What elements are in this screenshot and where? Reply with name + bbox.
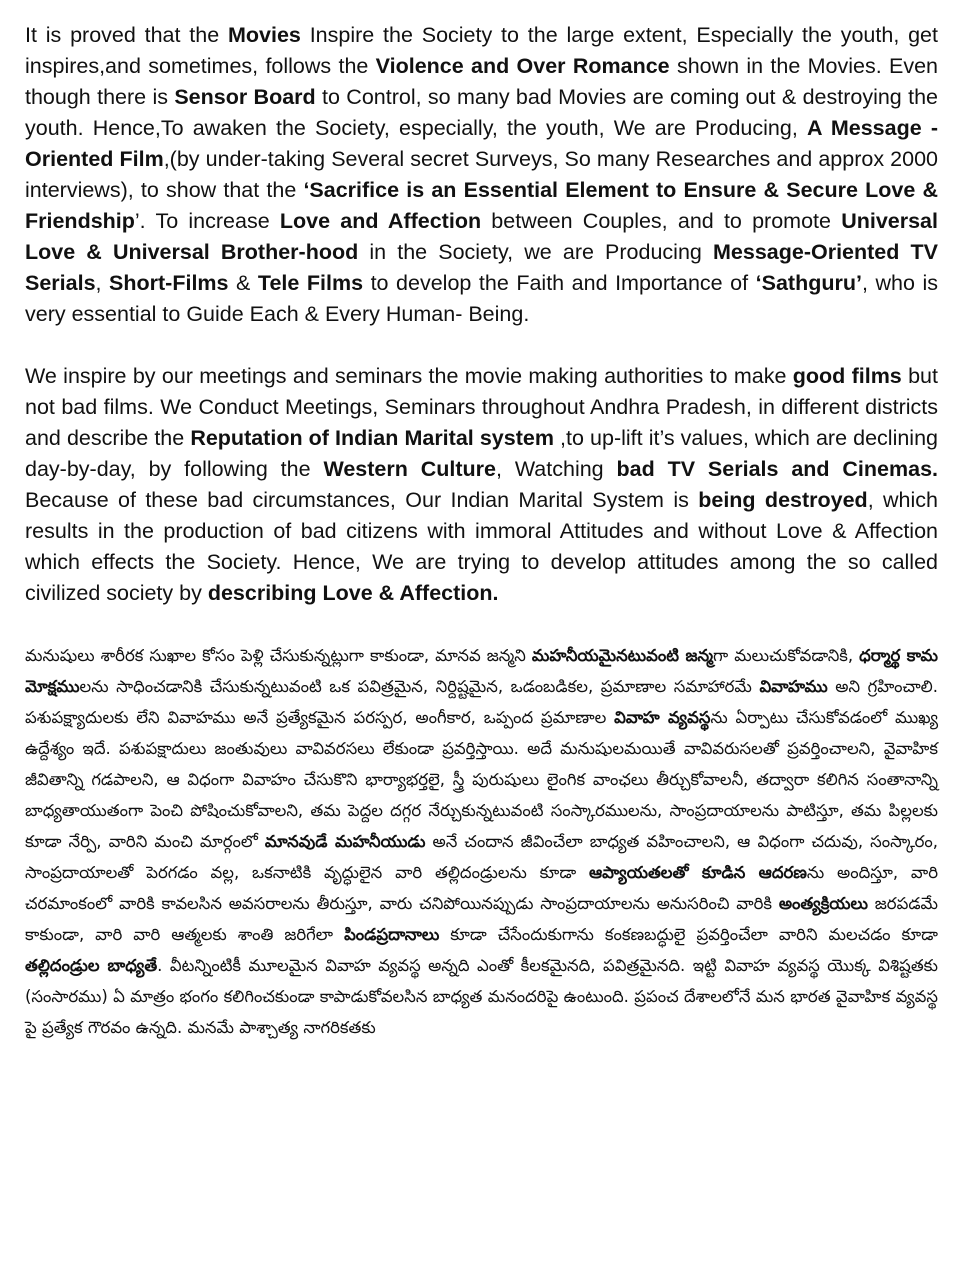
text-run: ను ఏర్పాటు చేసుకోవడంలో ముఖ్య ఉద్దేశ్యం ఇదే. పశుపక్షాదులు జంతువులు వావివరసలు లేకుండా ప్రవర్తిస్తాయి. అదే మనుషులమయితే వావివరుసలతో ప్రవర్తించాలని, వైవాహిక జీవితాన్ని గడపాలని, ఆ విధంగా వివాహం చేసుకొని భార్యాభర్తలై, స్త్రీ పురుషులు లైంగిక వాంఛలు తీర్చుకోవాలనీ, తద్వారా కలిగిన సంతానాన్ని బాధ్యతాయుతంగా పెంచి పోషించుకోవాలని, తమ పెద్దల దగ్గర నేర్చుకున్నటువంటి సంస్కారములను, సాంప్రదాయాలను పాటిస్తూ, తమ పిల్లలకు కూడా నేర్పి, వారిని మంచి మార్గంలో [25,708,939,851]
text-run: between Couples, and to promote [481,209,842,233]
text-run: మనుషులు శారీరక సుఖాల కోసం పెళ్లి చేసుకున్నట్లుగా కాకుండా, మానవ జన్మని [25,646,532,665]
english-paragraph-meetings [25,361,938,609]
text-run: జరపడమే కాకుండా, వారి వారి ఆత్మలకు శాంతి జరిగేలా [25,894,938,944]
text-run: లను సాధించడానికి చేసుకున్నటువంటి ఒక పవిత్రమైన, నిర్దిష్టమైన, ఒడంబడికల, ప్రమాణాల సమాహారమే [79,677,760,696]
text-run: ను అందిస్తూ, వారి చరమాంకంలో వారికి కావలసిన అవసరాలను తీరుస్తూ, వారు చనిపోయినప్పుడు సాంప్రదాయాలను అనుసరించి వారికి [25,863,938,913]
text-run: & [228,271,258,295]
text-run: to develop the Faith and Importance of [363,271,756,295]
text-run: , which results in the production of bad citizens with immoral Attitudes and without Love & Affection which effects the Society. Hence, We are trying to develop attitudes among the so called civilized society by [25,488,938,605]
bold-text-run: ‘Sathguru’ [755,271,862,295]
text-run: అనే చందాన జీవించేలా బాధ్యత వహించాలని, ఆ విధంగా చదువు, సంస్కారం, సాంప్రదాయాలతో పెరగడం వల్ల, ఒకనాటికి వృద్ధులైన వారి తల్లిదండ్రులను కూడా [25,832,938,882]
text-run: . వీటన్నింటికీ మూలమైన వివాహ వ్యవస్థ అన్నది ఎంతో కీలకమైనది, పవిత్రమైనది. ఇట్టి వివాహ వ్యవస్థ యొక్క విశిష్టతకు (సంసారము) ఏ మాత్రం భంగం కలిగించకుండా కాపాడుకోవలసిన బాధ్యత మనందరిపై ఉంటుంది. ప్రపంచ దేశాలలోనే మన భారత వైవాహిక వ్యవస్థ పై ప్రత్యేక గౌరవం ఉన్నది. మనమే పాశ్చాత్య నాగరికతకు [25,956,938,1037]
telugu-paragraph-marriage [25,640,938,1043]
bold-text-run: ‘Sacrifice is an Essential Element to Ensure & Secure Love & Friendship [25,178,938,233]
bold-text-run: తల్లిదండ్రుల బాధ్యతే [25,956,158,975]
bold-text-run: అంత్యక్రియలు [778,894,868,913]
english-paragraph-movies [25,20,938,330]
text-run: గా మలుచుకోవడానికి, [713,646,860,665]
text-run: , [95,271,110,295]
bold-text-run: Tele Films [257,271,364,295]
bold-text-run: A Message - Oriented Film [25,116,938,171]
text-run: అని గ్రహించాలి. పశుపక్ష్యాదులకు లేని వివాహము అనే ప్రత్యేకమైన పరస్పర, అంగీకార, ఒప్పంద ప్రమాణాల [25,677,938,727]
bold-text-run: Universal Love & Universal Brother-hood [25,209,938,264]
bold-text-run: Movies [228,23,301,47]
text-run: కూడా చేసేందుకుగాను కంకణబద్ధులై ప్రవర్తించేలా వారిని మలచడం కూడా [439,925,938,944]
text-run: ,to up-lift it’s values, which are declining day-by-day, by following the [25,426,938,481]
bold-text-run: Message-Oriented TV Serials [25,240,938,295]
bold-text-run: being destroyed [698,488,868,512]
bold-text-run: ఆప్యాయతలతో కూడిన ఆదరణ [588,863,807,882]
text-run: , Watching [495,457,617,481]
bold-text-run: Western Culture [323,457,496,481]
bold-text-run: ధర్మార్థ కామ మోక్షము [25,646,938,696]
text-run: in the Society, we are Producing [358,240,713,264]
text-run: but not bad films. We Conduct Meetings, Seminars throughout Andhra Pradesh, in different districts and describe the [25,364,938,450]
text-run: Because of these bad circumstances, Our Indian Marital System is [25,488,699,512]
text-run: We inspire by our meetings and seminars the movie making authorities to make [25,364,793,388]
bold-text-run: మహనీయమైనటువంటి జన్మ [531,646,713,665]
text-run: It is proved that the [25,23,228,47]
bold-text-run: Love and Affection [279,209,482,233]
bold-text-run: Reputation of Indian Marital system [190,426,554,450]
bold-text-run: bad TV Serials and Cinemas. [616,457,938,481]
bold-text-run: పిండప్రదానాలు [344,925,440,944]
bold-text-run: describing Love & Affection. [207,581,499,605]
bold-text-run: Sensor Board [174,85,316,109]
text-run: Inspire the Society to the large extent, Especially the youth, get inspires,and sometimes, follows the [25,23,938,78]
text-run: ,(by under-taking Several secret Surveys, So many Researches and approx 2000 interviews), to show that the [25,147,938,202]
bold-text-run: వివాహ వ్యవస్థ [614,708,711,727]
text-run: ’. To increase [134,209,280,233]
text-run: to Control, so many bad Movies are coming out & destroying the youth. Hence,To awaken the Society, especially, the youth, We are Producing, [25,85,938,140]
bold-text-run: మానవుడే మహనీయుడు [264,832,426,851]
bold-text-run: good films [792,364,902,388]
text-run: shown in the Movies. Even though there is [25,54,939,109]
bold-text-run: Violence and Over Romance [375,54,670,78]
bold-text-run: Short-Films [109,271,229,295]
bold-text-run: వివాహము [759,677,828,696]
text-run: , who is very essential to Guide Each & Every Human- Being. [25,271,938,326]
